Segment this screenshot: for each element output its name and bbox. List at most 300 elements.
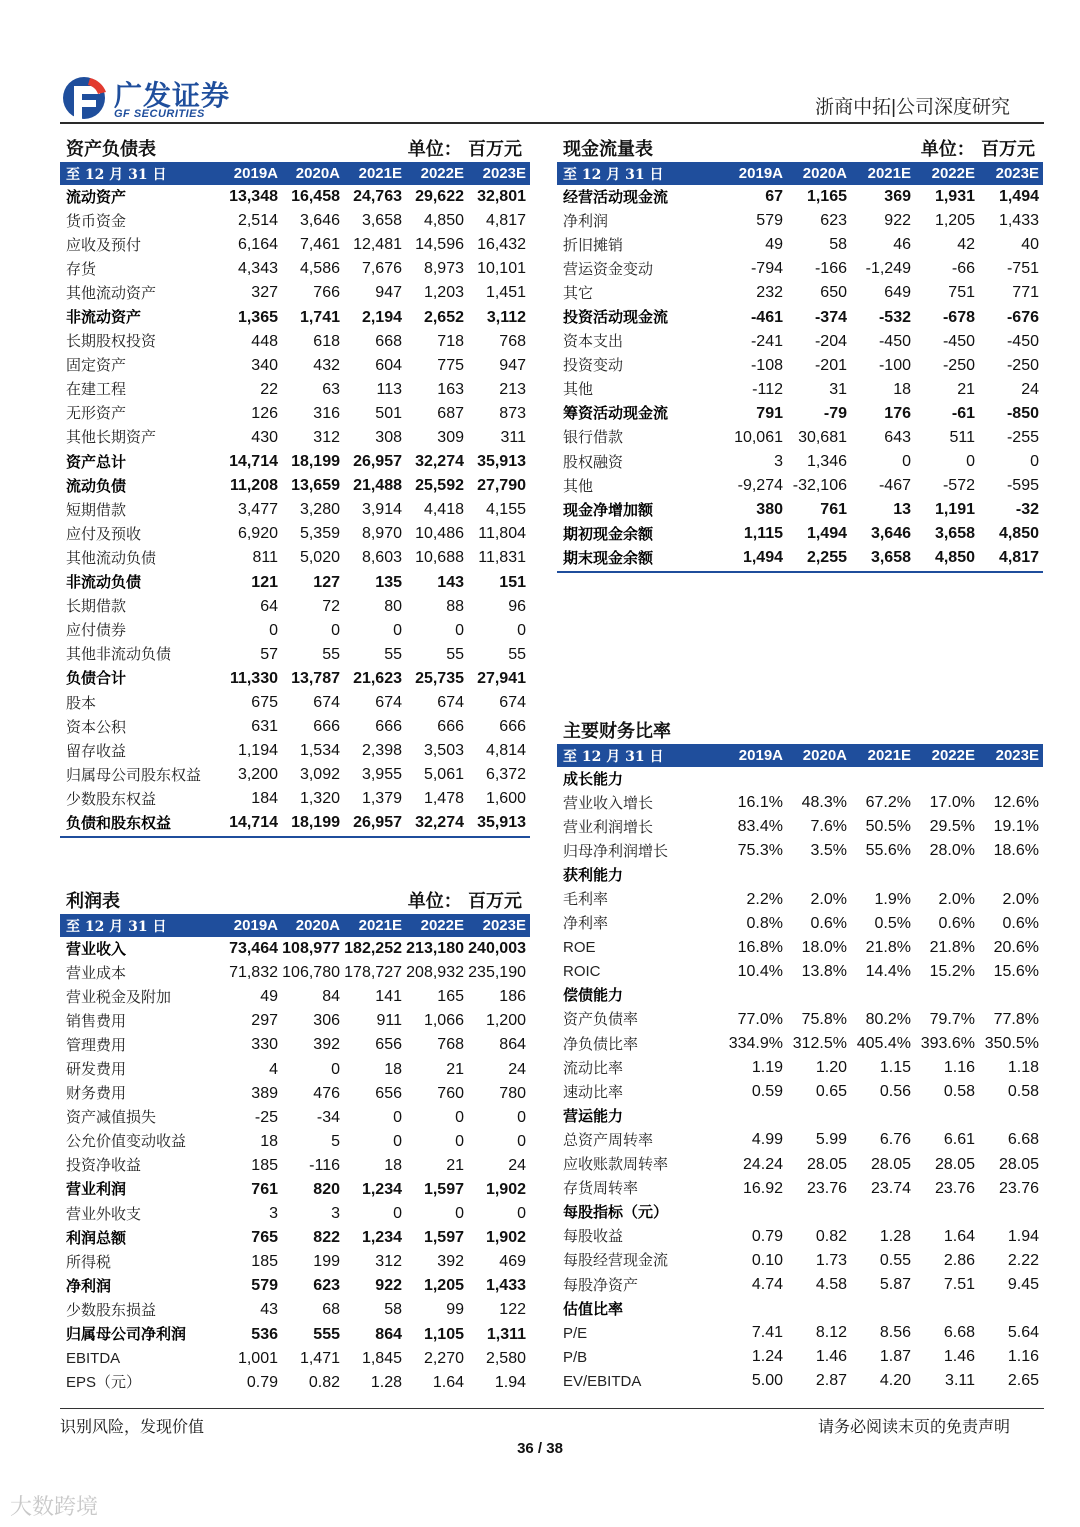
cell-value: 4,155 xyxy=(485,501,526,519)
cell-value: 213,180 xyxy=(406,940,464,958)
cell-value xyxy=(723,863,787,887)
cell-value xyxy=(915,1201,979,1225)
year-col: 2021E xyxy=(358,165,402,182)
cell-value: 751 xyxy=(948,284,975,302)
cell-value: 631 xyxy=(251,718,278,736)
cell-value: 765 xyxy=(251,1229,278,1247)
cell-value xyxy=(979,767,1043,791)
cell-value: 768 xyxy=(437,1036,464,1054)
table-row xyxy=(60,691,530,715)
cell-value: 1,845 xyxy=(361,1349,402,1367)
cell-value: 511 xyxy=(949,428,975,446)
cell-value: 208,932 xyxy=(406,964,464,982)
cash-flow-header xyxy=(557,130,1043,162)
cell-value: 656 xyxy=(375,1084,402,1102)
table-row xyxy=(557,1177,1043,1201)
cell-value: 666 xyxy=(375,718,402,736)
row-label: 营业利润 xyxy=(66,1180,127,1199)
cell-value: 1,200 xyxy=(485,1012,526,1030)
cell-value: 13,659 xyxy=(291,477,340,495)
row-label: 资产负债率 xyxy=(563,1010,639,1029)
cell-value: 656 xyxy=(375,1036,402,1054)
cell-value: 2,652 xyxy=(423,308,464,326)
table-row xyxy=(60,1082,530,1106)
row-label: P/E xyxy=(563,1324,588,1342)
table-header-row xyxy=(557,744,1043,767)
cell-value: 775 xyxy=(437,356,464,374)
table-row xyxy=(60,257,530,281)
cell-value: 1,203 xyxy=(423,284,464,302)
row-label: 经营活动现金流 xyxy=(563,187,669,206)
table-row xyxy=(557,185,1043,209)
table-row xyxy=(60,546,530,570)
cash-flow-unit: 单位： 百万元 xyxy=(920,139,1035,160)
cell-value: -374 xyxy=(814,308,847,326)
cell-value: 1.18 xyxy=(1007,1059,1039,1077)
table-row xyxy=(60,811,530,836)
row-label: 长期股权投资 xyxy=(66,332,157,351)
cell-value: 18.6% xyxy=(993,842,1039,860)
table-row xyxy=(557,546,1043,571)
cell-value: 718 xyxy=(437,332,464,350)
cell-value: 1.94 xyxy=(494,1373,526,1391)
table-row xyxy=(60,667,530,691)
table-row xyxy=(557,1297,1043,1321)
cell-value: 623 xyxy=(820,212,847,230)
table-row xyxy=(60,643,530,667)
row-label: 归属母公司股东权益 xyxy=(66,765,202,784)
cell-value: 7.6% xyxy=(810,818,847,836)
cell-value: 151 xyxy=(499,573,526,591)
cell-value: 21 xyxy=(957,380,975,398)
footer-disclaimer: 请务必阅读末页的免责声明 xyxy=(817,1419,1010,1436)
cell-value: 5,020 xyxy=(299,549,340,567)
table-row xyxy=(60,474,530,498)
cell-value: 235,190 xyxy=(468,964,526,982)
cell-value: 240,003 xyxy=(468,940,526,958)
cell-value xyxy=(787,1297,851,1321)
cell-value: 1,066 xyxy=(423,1012,464,1030)
row-label: 存货 xyxy=(66,259,97,278)
cell-value: 8.56 xyxy=(879,1324,911,1342)
cell-value: 0 xyxy=(517,1108,526,1126)
cell-value: 369 xyxy=(884,188,911,206)
row-label: 货币资金 xyxy=(66,211,127,230)
table-row xyxy=(60,330,530,354)
cell-value: -61 xyxy=(951,404,975,422)
income-statement-header xyxy=(60,882,530,914)
cell-value: 3,658 xyxy=(851,546,915,571)
cell-value: 27,790 xyxy=(477,477,526,495)
row-label: 获利能力 xyxy=(563,865,624,884)
table-row xyxy=(557,1032,1043,1056)
cell-value: 4,418 xyxy=(423,501,464,519)
cell-value: 1,379 xyxy=(361,790,402,808)
table-row xyxy=(60,402,530,426)
cell-value: 0 xyxy=(517,621,526,639)
row-label: 短期借款 xyxy=(66,500,127,519)
cell-value: 84 xyxy=(322,988,340,1006)
footer-divider xyxy=(60,1408,1044,1409)
cell-value: 761 xyxy=(251,1180,278,1198)
table-row xyxy=(557,305,1043,329)
cell-value: 0.8% xyxy=(746,914,783,932)
cell-value xyxy=(915,1297,979,1321)
cell-value: 3 xyxy=(331,1205,340,1223)
table-row xyxy=(557,474,1043,498)
table-row xyxy=(60,378,530,402)
cell-value xyxy=(787,984,851,1008)
row-label: 期初现金余额 xyxy=(563,524,654,543)
cell-value: 1,365 xyxy=(237,308,278,326)
cell-value: 0.82 xyxy=(815,1227,847,1245)
row-label: 长期借款 xyxy=(66,597,127,616)
cell-value: 1,311 xyxy=(486,1325,526,1343)
row-label: 非流动负债 xyxy=(66,573,142,592)
row-label: EV/EBITDA xyxy=(563,1372,642,1390)
cell-value: 5.00 xyxy=(751,1372,783,1390)
cell-value: 30,681 xyxy=(798,428,847,446)
cell-value: 623 xyxy=(313,1277,340,1295)
row-label: 资产减值损失 xyxy=(66,1108,157,1127)
cell-value: 0 xyxy=(517,1205,526,1223)
cell-value: 308 xyxy=(375,428,402,446)
cell-value: 96 xyxy=(508,597,526,615)
cell-value: 143 xyxy=(437,573,464,591)
cell-value: 3.5% xyxy=(810,842,847,860)
cell-value: 0.10 xyxy=(751,1251,783,1269)
cell-value: 311 xyxy=(500,428,526,446)
cell-value: 184 xyxy=(251,790,278,808)
cell-value: 122 xyxy=(499,1301,526,1319)
cell-value: 4,343 xyxy=(237,260,278,278)
cell-value: 18 xyxy=(893,380,911,398)
table-row xyxy=(557,984,1043,1008)
row-label: 估值比率 xyxy=(563,1299,624,1318)
cell-value: 2,194 xyxy=(361,308,402,326)
table-row xyxy=(557,839,1043,863)
balance-sheet-title: 资产负债表 xyxy=(66,139,156,160)
cell-value: -166 xyxy=(814,260,847,278)
year-col: 2019A xyxy=(738,747,783,764)
cell-value: 327 xyxy=(251,284,278,302)
row-label: 成长能力 xyxy=(563,769,624,788)
cell-value: 13 xyxy=(893,501,911,519)
cell-value: 10,101 xyxy=(477,260,526,278)
table-row xyxy=(557,815,1043,839)
cell-value: 1.64 xyxy=(432,1373,464,1391)
row-label: 负债和股东权益 xyxy=(60,811,220,836)
cell-value: 649 xyxy=(884,284,911,302)
cell-value: 1,234 xyxy=(361,1180,402,1198)
cell-value: 1,902 xyxy=(485,1180,526,1198)
cell-value: -250 xyxy=(1006,356,1039,374)
cell-value xyxy=(723,984,787,1008)
table-row xyxy=(60,233,530,257)
cell-value: 11,831 xyxy=(478,549,526,567)
cell-value: 14,714 xyxy=(229,453,278,471)
cell-value xyxy=(723,1104,787,1128)
cell-value: 12,481 xyxy=(353,236,402,254)
cell-value: 780 xyxy=(499,1084,526,1102)
cell-value: -100 xyxy=(878,356,911,374)
row-label: 销售费用 xyxy=(66,1011,127,1030)
row-label: 筹资活动现金流 xyxy=(563,404,669,423)
table-row xyxy=(60,787,530,811)
table-row xyxy=(60,281,530,305)
row-label: 应收账款周转率 xyxy=(563,1155,669,1174)
cell-value: 77.0% xyxy=(737,1010,783,1028)
year-col: 2019A xyxy=(738,165,783,182)
row-label: 流动资产 xyxy=(66,187,127,206)
table-row xyxy=(60,571,530,595)
year-col: 2021E xyxy=(358,917,402,934)
cell-value: 2.22 xyxy=(1007,1251,1039,1269)
cell-value: 213 xyxy=(499,380,526,398)
cell-value: 0 xyxy=(517,1132,526,1150)
row-label: 毛利率 xyxy=(563,890,609,909)
cell-value: 0 xyxy=(331,1060,340,1078)
row-label: 净利率 xyxy=(563,914,609,933)
cell-value: 2,255 xyxy=(787,546,851,571)
table-row xyxy=(60,522,530,546)
cell-value xyxy=(787,1104,851,1128)
row-label: 银行借款 xyxy=(563,428,624,447)
row-label: 无形资产 xyxy=(66,404,127,423)
cell-value: 8,603 xyxy=(361,549,402,567)
row-label: 每股净资产 xyxy=(563,1275,639,1294)
cell-value: 25,735 xyxy=(415,669,464,687)
cell-value: 3,955 xyxy=(361,766,402,784)
cell-value: 761 xyxy=(820,501,847,519)
logo-cn-text: 广发证券 xyxy=(114,80,231,111)
table-row xyxy=(557,233,1043,257)
table-row xyxy=(60,450,530,474)
cell-value xyxy=(723,767,787,791)
cell-value: 0 xyxy=(393,1132,402,1150)
cell-value: -467 xyxy=(878,477,911,495)
cell-value: 55 xyxy=(508,645,526,663)
year-col: 2022E xyxy=(420,165,464,182)
cell-value: 24 xyxy=(508,1060,526,1078)
cash-flow-table xyxy=(557,162,1043,573)
row-label: EBITDA xyxy=(66,1350,121,1368)
row-label: 营运能力 xyxy=(563,1106,624,1125)
cell-value: 21 xyxy=(446,1156,464,1174)
cell-value: 182,252 xyxy=(344,940,402,958)
cell-value: 113 xyxy=(376,380,402,398)
header-date-label: 至 12 月 31 日 xyxy=(66,918,167,935)
cell-value: 392 xyxy=(437,1253,464,1271)
cell-value: 68 xyxy=(322,1301,340,1319)
cell-value: 18,199 xyxy=(282,811,344,836)
cell-value: 18.0% xyxy=(801,938,847,956)
cell-value: 1.73 xyxy=(815,1251,847,1269)
cell-value: -850 xyxy=(1006,404,1039,422)
cell-value: 380 xyxy=(756,501,783,519)
cell-value: 1,494 xyxy=(806,525,847,543)
cell-value xyxy=(851,1104,915,1128)
cell-value: 58 xyxy=(829,236,847,254)
cell-value: 350.5% xyxy=(984,1035,1039,1053)
cell-value: 14,596 xyxy=(415,236,464,254)
cell-value: 820 xyxy=(313,1180,340,1198)
row-label: 股本 xyxy=(66,693,97,712)
cell-value: -595 xyxy=(1006,477,1039,495)
cell-value: 6.76 xyxy=(879,1131,911,1149)
cell-value: 4 xyxy=(269,1060,278,1078)
cell-value: -116 xyxy=(309,1156,340,1174)
cell-value xyxy=(915,1104,979,1128)
cell-value: 1.64 xyxy=(943,1227,975,1245)
table-row xyxy=(557,1080,1043,1104)
financial-ratios-header xyxy=(557,712,1043,744)
cell-value: 1,320 xyxy=(299,790,340,808)
cell-value: 57 xyxy=(260,645,278,663)
cell-value: 430 xyxy=(251,428,278,446)
cell-value: 873 xyxy=(499,404,526,422)
cell-value: 16.92 xyxy=(742,1179,783,1197)
table-row xyxy=(557,1249,1043,1273)
cell-value: 1,494 xyxy=(723,546,787,571)
cell-value: 28.05 xyxy=(870,1155,911,1173)
cell-value: 0.58 xyxy=(1007,1083,1039,1101)
cell-value: 3 xyxy=(269,1205,278,1223)
cell-value: -450 xyxy=(878,332,911,350)
cell-value xyxy=(979,863,1043,887)
cell-value: -9,274 xyxy=(737,477,783,495)
cell-value: 312 xyxy=(313,428,340,446)
cell-value: -108 xyxy=(750,356,783,374)
table-row xyxy=(60,1130,530,1154)
cell-value: -32,106 xyxy=(792,477,847,495)
cell-value: 1.9% xyxy=(874,890,911,908)
row-label: 其他 xyxy=(563,380,594,399)
cell-value: 16.8% xyxy=(737,938,783,956)
table-row xyxy=(60,1057,530,1081)
cell-value: 1.19 xyxy=(751,1059,783,1077)
row-label: 应收及预付 xyxy=(66,235,142,254)
cell-value: 75.3% xyxy=(737,842,783,860)
cell-value: 63 xyxy=(322,380,340,398)
cell-value: 6,164 xyxy=(237,236,278,254)
header-date-label: 至 12 月 31 日 xyxy=(66,166,167,183)
cell-value: 1,902 xyxy=(485,1229,526,1247)
cell-value: 4.58 xyxy=(815,1276,847,1294)
cell-value: 18,199 xyxy=(291,453,340,471)
table-row xyxy=(557,1104,1043,1128)
row-label: 资产总计 xyxy=(66,452,127,471)
cell-value: 4,817 xyxy=(979,546,1043,571)
cell-value: 668 xyxy=(375,332,402,350)
row-label: 非流动资产 xyxy=(66,308,142,327)
table-row xyxy=(60,595,530,619)
cell-value: 32,274 xyxy=(406,811,468,836)
cell-value: -255 xyxy=(1006,428,1039,446)
table-row xyxy=(557,354,1043,378)
cell-value: 165 xyxy=(437,988,464,1006)
cell-value: 2.0% xyxy=(810,890,847,908)
table-row xyxy=(557,912,1043,936)
cell-value: 3,092 xyxy=(299,766,340,784)
cell-value: 811 xyxy=(252,549,278,567)
cell-value: -241 xyxy=(750,332,783,350)
cell-value: 1.87 xyxy=(879,1348,911,1366)
year-col: 2023E xyxy=(995,165,1039,182)
cell-value: 21.8% xyxy=(865,938,911,956)
cell-value: 2.0% xyxy=(1002,890,1039,908)
year-col: 2020A xyxy=(802,747,847,764)
row-label: 少数股东权益 xyxy=(66,789,157,808)
cell-value: 4,850 xyxy=(998,525,1039,543)
cell-value: 55 xyxy=(384,645,402,663)
cell-value: 1,115 xyxy=(743,525,783,543)
cell-value: 0.79 xyxy=(246,1373,278,1391)
row-label: 投资变动 xyxy=(563,356,624,375)
cell-value: 1,478 xyxy=(423,790,464,808)
cell-value: 2.87 xyxy=(815,1372,847,1390)
cell-value: 88 xyxy=(446,597,464,615)
table-row xyxy=(557,791,1043,815)
income-statement-section xyxy=(60,882,530,1395)
table-row xyxy=(557,1008,1043,1032)
cash-flow-title: 现金流量表 xyxy=(563,139,653,160)
cell-value: 49 xyxy=(260,988,278,1006)
cell-value: 18 xyxy=(260,1132,278,1150)
cell-value: 50.5% xyxy=(865,818,911,836)
cell-value: 6,372 xyxy=(485,766,526,784)
cell-value: 2,514 xyxy=(237,212,278,230)
row-label: 折旧摊销 xyxy=(563,235,624,254)
row-label: 总资产周转率 xyxy=(563,1130,654,1149)
cell-value: 1.16 xyxy=(943,1059,975,1077)
cell-value xyxy=(915,984,979,1008)
cell-value: 1,001 xyxy=(237,1349,278,1367)
row-label: 流动比率 xyxy=(563,1058,624,1077)
cell-value: 185 xyxy=(251,1253,278,1271)
cell-value: 46 xyxy=(893,236,911,254)
row-label: 净负债比率 xyxy=(563,1034,639,1053)
cell-value: 536 xyxy=(251,1325,278,1343)
table-row xyxy=(60,426,530,450)
cell-value: 17.0% xyxy=(929,794,975,812)
cell-value: 24 xyxy=(508,1156,526,1174)
balance-sheet-unit: 单位： 百万元 xyxy=(407,139,522,160)
row-label: 营运资金变动 xyxy=(563,259,654,278)
cell-value: 666 xyxy=(313,718,340,736)
table-row xyxy=(60,961,530,985)
cell-value xyxy=(723,1201,787,1225)
cell-value xyxy=(851,863,915,887)
year-col: 2021E xyxy=(867,165,911,182)
cell-value: 469 xyxy=(499,1253,526,1271)
row-label: 其它 xyxy=(563,283,594,302)
cell-value: 1,191 xyxy=(934,501,975,519)
cell-value: 6,920 xyxy=(237,525,278,543)
cell-value: -794 xyxy=(750,260,783,278)
row-label: 营业税金及附加 xyxy=(66,987,172,1006)
cell-value: 911 xyxy=(376,1012,402,1030)
cell-value: 2.2% xyxy=(746,890,783,908)
cell-value: 64 xyxy=(260,597,278,615)
cell-value: 12.6% xyxy=(993,794,1039,812)
cell-value: 28.05 xyxy=(934,1155,975,1173)
header-date-label: 至 12 月 31 日 xyxy=(563,748,664,765)
financial-ratios-title: 主要财务比率 xyxy=(563,721,671,742)
balance-sheet-table xyxy=(60,162,530,838)
table-row xyxy=(60,1347,530,1371)
cell-value: 297 xyxy=(251,1012,278,1030)
